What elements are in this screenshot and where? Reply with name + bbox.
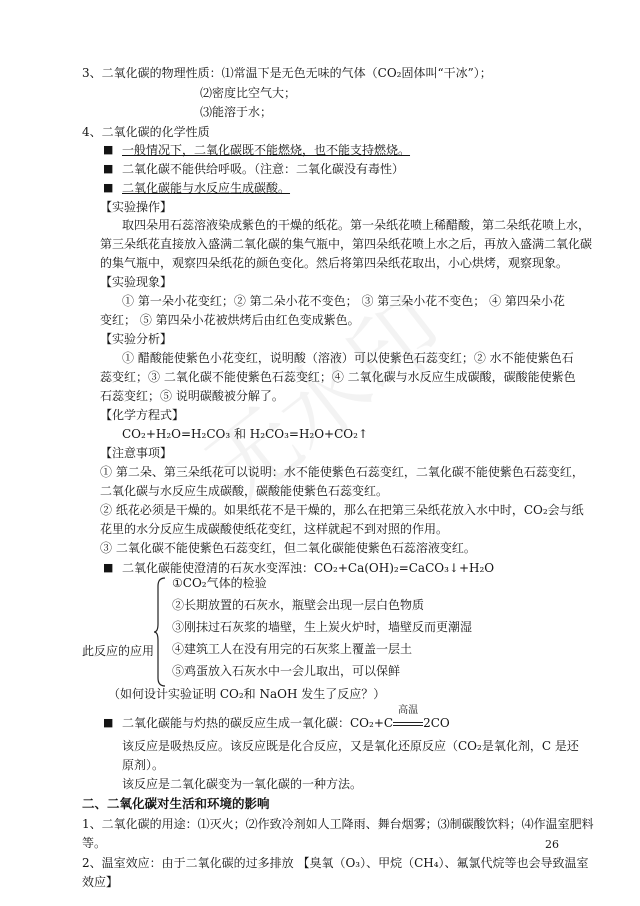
page-number: 26: [545, 838, 559, 851]
application-item: ③刚抹过石灰浆的墙壁，生上炭火炉时，墙壁反而更潮湿: [172, 620, 473, 634]
bullet-icon: ■: [103, 181, 114, 194]
experiment-phenomena-line: 变红； ⑤ 第四朵小花被烘烤后由红色变成紫色。: [100, 313, 360, 327]
physical-properties-title: 3、二氧化碳的物理性质：⑴常温下是无色无味的气体（CO₂固体叫“干冰”）；: [82, 66, 492, 80]
notes-line: ② 纸花必须是干燥的。如果纸花不是干燥的，那么在把第三朵纸花放入水中时，CO₂会与纸: [100, 503, 584, 517]
experiment-operation-line: 取四朵用石蕊溶液染成紫色的干燥的纸花。第一朵纸花喷上稀醋酸，第二朵纸花喷上水，: [122, 218, 591, 232]
carbon-reaction-text: 二氧化碳能与灼热的碳反应生成一氧化碳：CO₂+C: [122, 716, 394, 730]
part-two-title: 二、二氧化碳对生活和环境的影响: [82, 796, 270, 811]
applications-label: 此反应的应用: [82, 644, 155, 658]
condition-label: 高温: [398, 705, 419, 716]
experiment-analysis-line: 蕊变红；③ 二氧化碳不能使紫色石蕊变红；④ 二氧化碳与水反应生成碳酸，碳酸能使紫色: [100, 370, 576, 384]
experiment-phenomena-line: ① 第一朵小花变红；② 第二朵小花不变色； ③ 第三朵小花不变色； ④ 第四朵小花: [122, 294, 565, 308]
notes-line: ① 第二朵、第三朵纸花可以说明：水不能使紫色石蕊变红，二氧化碳不能使紫色石蕊变红，: [100, 465, 584, 479]
application-item: ④建筑工人在没有用完的石灰浆上覆盖一层土: [172, 642, 413, 656]
application-item: ①CO₂气体的检验: [172, 576, 267, 590]
equals-arrow: [393, 722, 423, 726]
experiment-operation-line: 的集气瓶中，观察四朵纸花的颜色变化。然后将第四朵纸花取出，小心烘烤，观察现象。: [100, 256, 569, 270]
experiment-operation-line: 第三朵纸花直接放入盛满二氧化碳的集气瓶中，第四朵纸花喷上水之后，再放入盛满二氧化碳: [100, 237, 593, 251]
reaction-condition: [393, 705, 423, 726]
greenhouse-line: 效应】: [82, 875, 119, 889]
experiment-analysis-line: 石蕊变红；⑤ 说明碳酸被分解了。: [100, 389, 284, 403]
physical-property-2: ⑵密度比空气大；: [200, 86, 297, 100]
bullet-icon: ■: [103, 143, 114, 156]
brace-icon: [153, 576, 167, 688]
experiment-analysis-line: ① 醋酸能使紫色小花变红，说明酸（溶液）可以使紫色石蕊变红；② 水不能使紫色石: [122, 351, 574, 365]
physical-property-3: ⑶能溶于水；: [200, 105, 273, 119]
notes-line: 花里的水分反应生成碳酸使纸花变红，这样就起不到对照的作用。: [100, 522, 449, 536]
equation-line: CO₂+H₂O=H₂CO₃ 和 H₂CO₃=H₂O+CO₂↑: [122, 427, 369, 441]
bullet-icon: ■: [103, 716, 114, 729]
notes-heading: 【注意事项】: [100, 446, 173, 460]
chemical-property-2: 二氧化碳不能供给呼吸。（注意：二氧化碳没有毒性）: [122, 162, 405, 176]
chemical-property-1: 一般情况下，二氧化碳既不能燃烧，也不能支持燃烧。: [122, 143, 411, 157]
bullet-icon: ■: [103, 162, 114, 175]
experiment-operation-heading: 【实验操作】: [100, 200, 173, 214]
uses-line: 1、二氧化碳的用途：⑴灭火；⑵作致冷剂如人工降雨、舞台烟雾；⑶制碳酸饮料；⑷作温室肥料: [82, 817, 594, 831]
experiment-phenomena-heading: 【实验现象】: [100, 275, 173, 289]
greenhouse-line: 2、温室效应：由于二氧化碳的过多排放 【臭氧（O₃）、甲烷（CH₄）、氟氯代烷等也会导致温室: [82, 856, 589, 870]
equation-heading: 【化学方程式】: [100, 408, 185, 422]
chemical-properties-title: 4、二氧化碳的化学性质: [82, 125, 210, 139]
question-line: （如何设计实验证明 CO₂和 NaOH 发生了反应？）: [108, 687, 386, 701]
notes-line: 二氧化碳与水反应生成碳酸，碳酸能使紫色石蕊变红。: [100, 484, 389, 498]
application-item: ②长期放置的石灰水，瓶壁会出现一层白色物质: [172, 598, 425, 612]
carbon-note: 该反应是吸热反应。该反应既是化合反应，又是氧化还原反应（CO₂是氧化剂，C 是还: [122, 739, 579, 753]
carbon-note: 原剂）。: [122, 758, 165, 772]
experiment-analysis-heading: 【实验分析】: [100, 332, 173, 346]
limewater-reaction: 二氧化碳能使澄清的石灰水变浑浊：CO₂+Ca(OH)₂=CaCO₃↓+H₂O: [122, 561, 495, 575]
notes-line: ③ 二氧化碳不能使紫色石蕊变红，但二氧化碳能使紫色石蕊溶液变红。: [100, 541, 476, 555]
application-item: ⑤鸡蛋放入石灰水中一会儿取出，可以保鲜: [172, 664, 401, 678]
uses-line: 等。: [82, 836, 107, 850]
carbon-note: 该反应是二氧化碳变为一氧化碳的一种方法。: [122, 777, 363, 791]
carbon-reaction: [122, 705, 450, 731]
bullet-icon: ■: [103, 561, 114, 574]
chemical-property-3: 二氧化碳能与水反应生成碳酸。: [122, 181, 291, 195]
carbon-product: 2CO: [423, 716, 450, 730]
